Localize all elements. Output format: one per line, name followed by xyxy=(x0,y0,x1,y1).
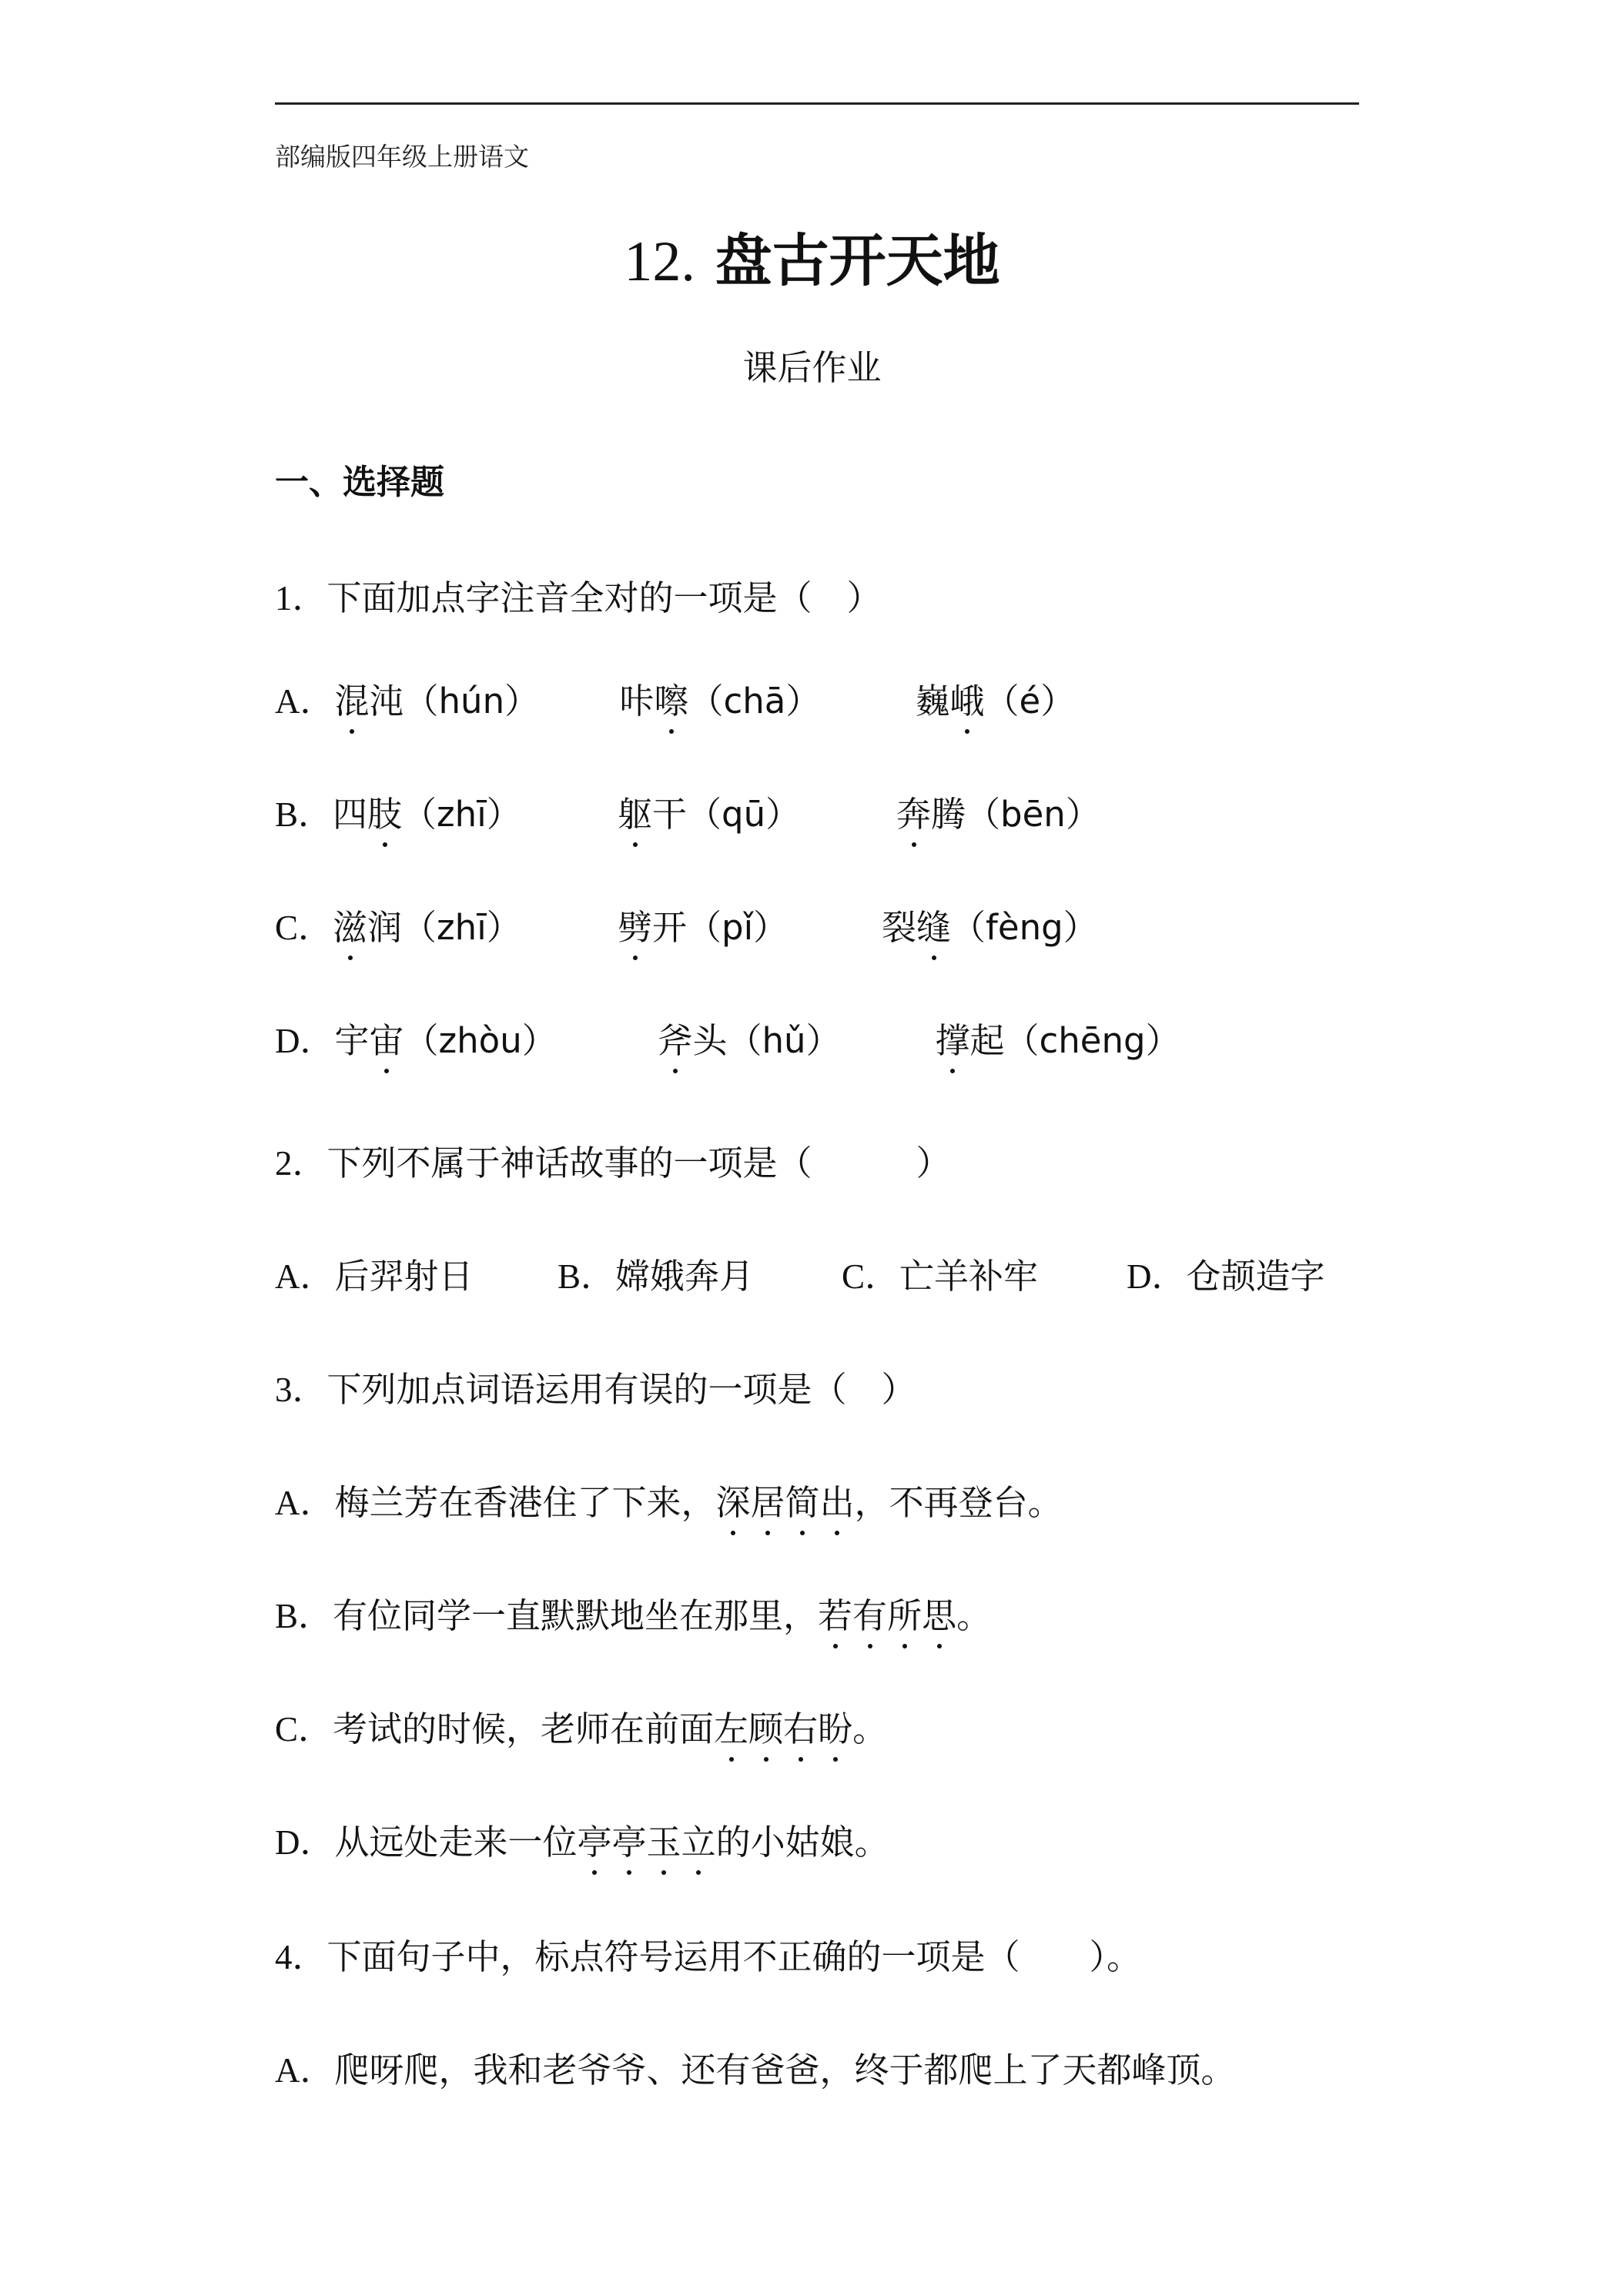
question-1-option-a: A．混沌（hún） 咔嚓（chā） 巍峨（é） xyxy=(275,673,1075,723)
question-3-option-c: C．考试的时候，老师在前面左顾右盼。 xyxy=(275,1701,887,1751)
question-3-option-d: D．从远处走来一位亭亭玉立的小姑娘。 xyxy=(275,1814,889,1864)
question-3-option-b: B．有位同学一直默默地坐在那里，若有所思。 xyxy=(275,1588,991,1638)
question-3-option-a: A．梅兰芳在香港住了下来，深居简出，不再登台。 xyxy=(275,1474,1063,1525)
header-rule xyxy=(275,102,1359,105)
question-4-stem: 4．下面句子中，标点符号运用不正确的一项是（ ）。 xyxy=(275,1936,1142,1977)
question-1-option-d: D．宇宙（zhòu） 斧头（hǔ） 撑起（chēng） xyxy=(275,1012,1180,1063)
lesson-number: 12. xyxy=(624,230,695,293)
question-2-stem: 2．下列不属于神话故事的一项是（ ） xyxy=(275,1143,951,1183)
question-2-option-a: A．后羿射日 xyxy=(275,1256,474,1297)
question-2-options xyxy=(275,1248,1325,1298)
question-4-option-a: A．爬呀爬，我和老爷爷、还有爸爸，终于都爬上了天都峰顶。 xyxy=(275,2050,1236,2090)
question-2-option-d: D．仓颉造字 xyxy=(1127,1256,1325,1297)
question-1-stem: 1．下面加点字注音全对的一项是（ ） xyxy=(275,577,882,618)
question-1-option-b: B．四肢（zhī） 躯干（qū） 奔腾（bēn） xyxy=(275,786,1100,836)
question-1-option-c: C．滋润（zhī） 劈开（pǐ） 裂缝（fèng） xyxy=(275,899,1098,949)
subtitle: 课后作业 xyxy=(742,347,882,388)
lesson-title xyxy=(0,216,1624,297)
question-3-stem: 3．下列加点词语运用有误的一项是（ ） xyxy=(275,1369,916,1410)
book-header: 部编版四年级上册语文 xyxy=(275,142,529,172)
section-heading: 一、选择题 xyxy=(275,463,444,502)
question-2-option-c: C．亡羊补牢 xyxy=(842,1256,1039,1297)
lesson-name: 盘古开天地 xyxy=(715,228,1000,294)
question-2-option-b: B．嫦娥奔月 xyxy=(558,1256,755,1297)
